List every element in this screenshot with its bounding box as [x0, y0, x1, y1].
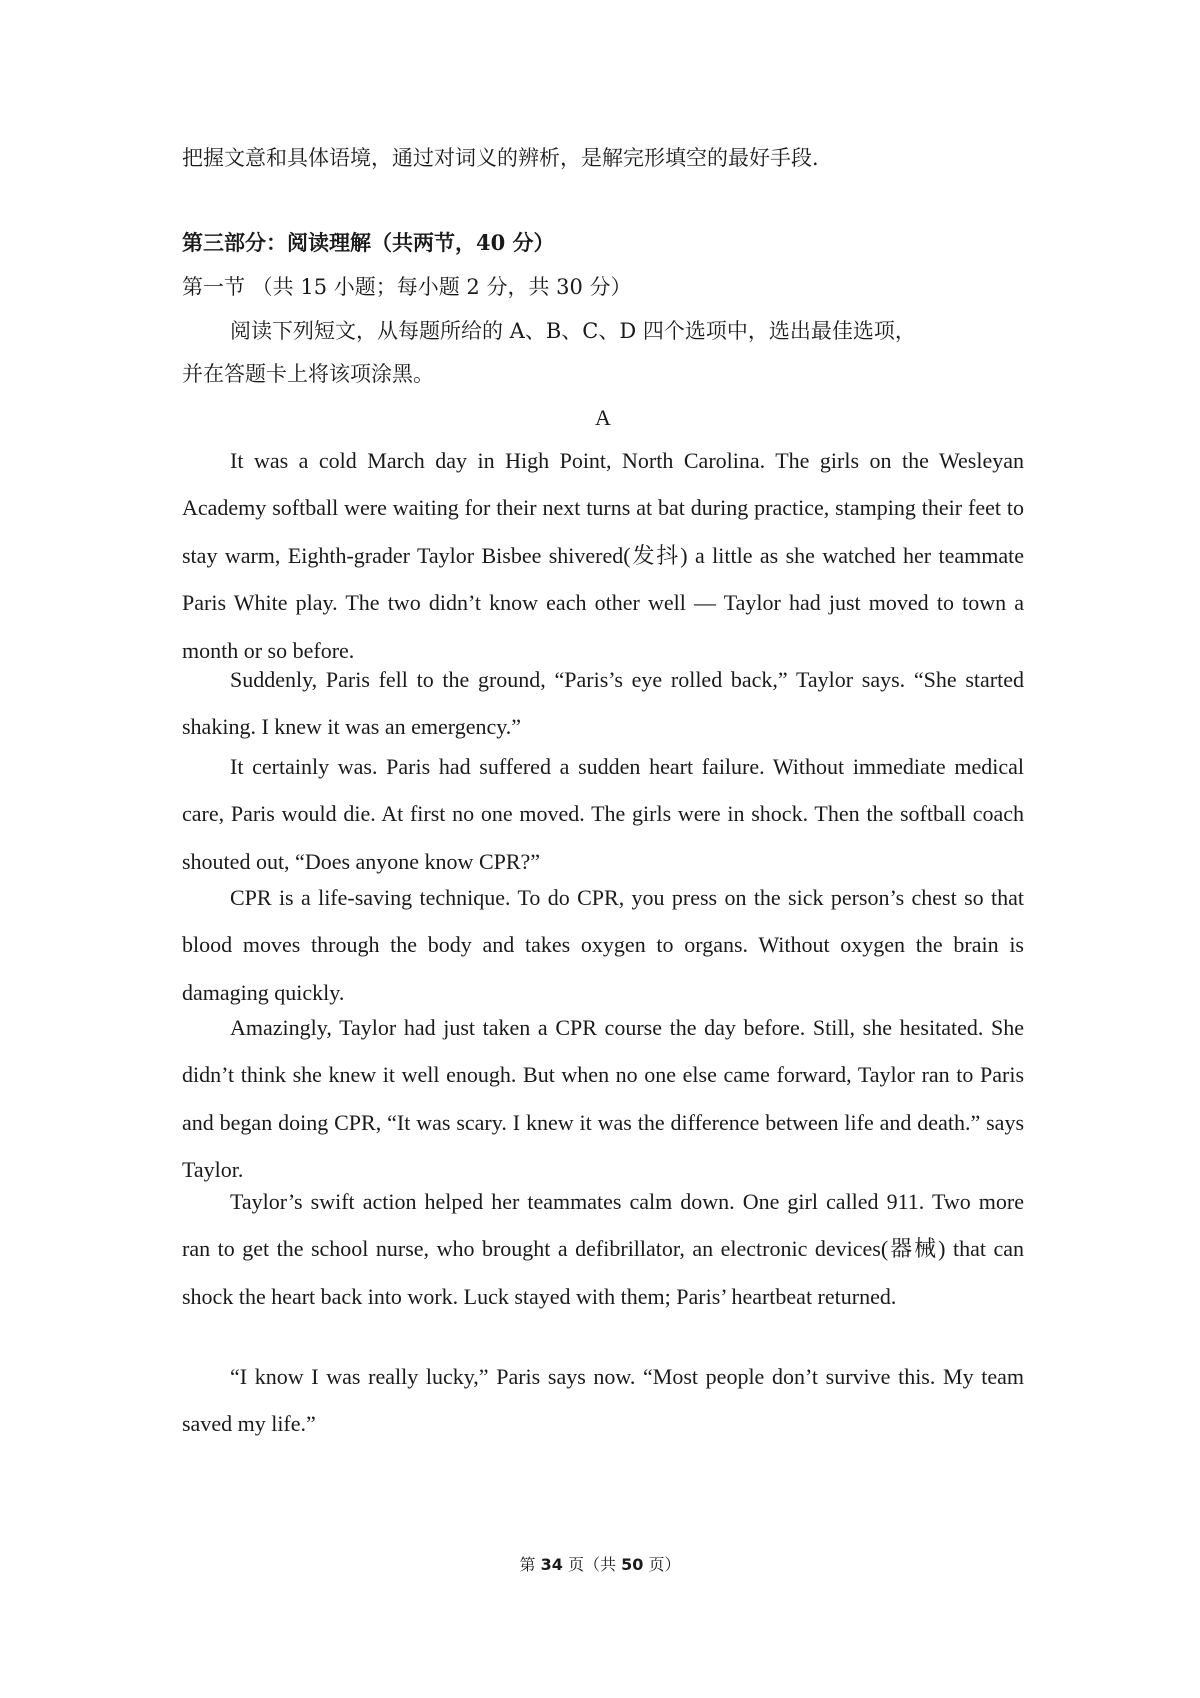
paragraph-2: Suddenly, Paris fell to the ground, “Paris’s eye rolled back,” Taylor says. “She started shaking. I knew it was an emergency.” — [182, 667, 1024, 740]
instructions-line-2: 并在答题卡上将该项涂黑。 — [182, 362, 434, 386]
intro-line: 把握文意和具体语境，通过对词义的辨析，是解完形填空的最好手段． — [182, 146, 833, 170]
paragraph-4: CPR is a life-saving technique. To do CPR, you press on the sick person’s chest so that blood moves through the body and takes oxygen to organs. Without oxygen the brain is damaging quickly. — [182, 885, 1024, 1005]
footer-prefix: 第 — [519, 1555, 541, 1574]
passage-label: A — [595, 405, 611, 430]
paragraph-3: It certainly was. Paris had suffered a sudden heart failure. Without immediate medical care, Paris would die. At first no one moved. The girls were in shock. Then the softball coach shouted out, “Does anyone know CPR?” — [182, 754, 1024, 874]
footer-page-number: 34 — [540, 1555, 563, 1574]
paragraph-7: “I know I was really lucky,” Paris says now. “Most people don’t survive this. My team saved my life.” — [182, 1364, 1024, 1437]
paragraph-5: Amazingly, Taylor had just taken a CPR course the day before. Still, she hesitated. She didn’t think she knew it well enough. But when no one else came forward, Taylor ran to Paris and began doing CPR, “It was scary. I knew it was the difference between life and death.” says Taylor. — [182, 1015, 1024, 1183]
footer-middle: 页（共 — [562, 1555, 622, 1574]
section-title: 第一节 （共 15 小题；每小题 2 分，共 30 分） — [182, 275, 632, 299]
footer-total-pages: 50 — [621, 1555, 644, 1574]
part-title: 第三部分：阅读理解（共两节，40 分） — [182, 230, 555, 255]
instructions-line-1: 阅读下列短文，从每题所给的 A、B、C、D 四个选项中，选出最佳选项， — [230, 319, 916, 343]
page-footer — [0, 1552, 1200, 1575]
paragraph-6: Taylor’s swift action helped her teammates calm down. One girl called 911. Two more ran to get the school nurse, who brought a defibrillator, an electronic devices(器械) that can shock the heart back into work. Luck stayed with them; Paris’ heartbeat returned. — [182, 1189, 1024, 1309]
footer-suffix: 页） — [643, 1555, 681, 1574]
paragraph-1: It was a cold March day in High Point, North Carolina. The girls on the Wesleyan Academy softball were waiting for their next turns at bat during practice, stamping their feet to stay warm, Eighth-grader Taylor Bisbee shivered(发抖) a little as she watched her teammate Paris White play. The two didn’t know each other well — Taylor had just moved to town a month or so before. — [182, 448, 1024, 663]
